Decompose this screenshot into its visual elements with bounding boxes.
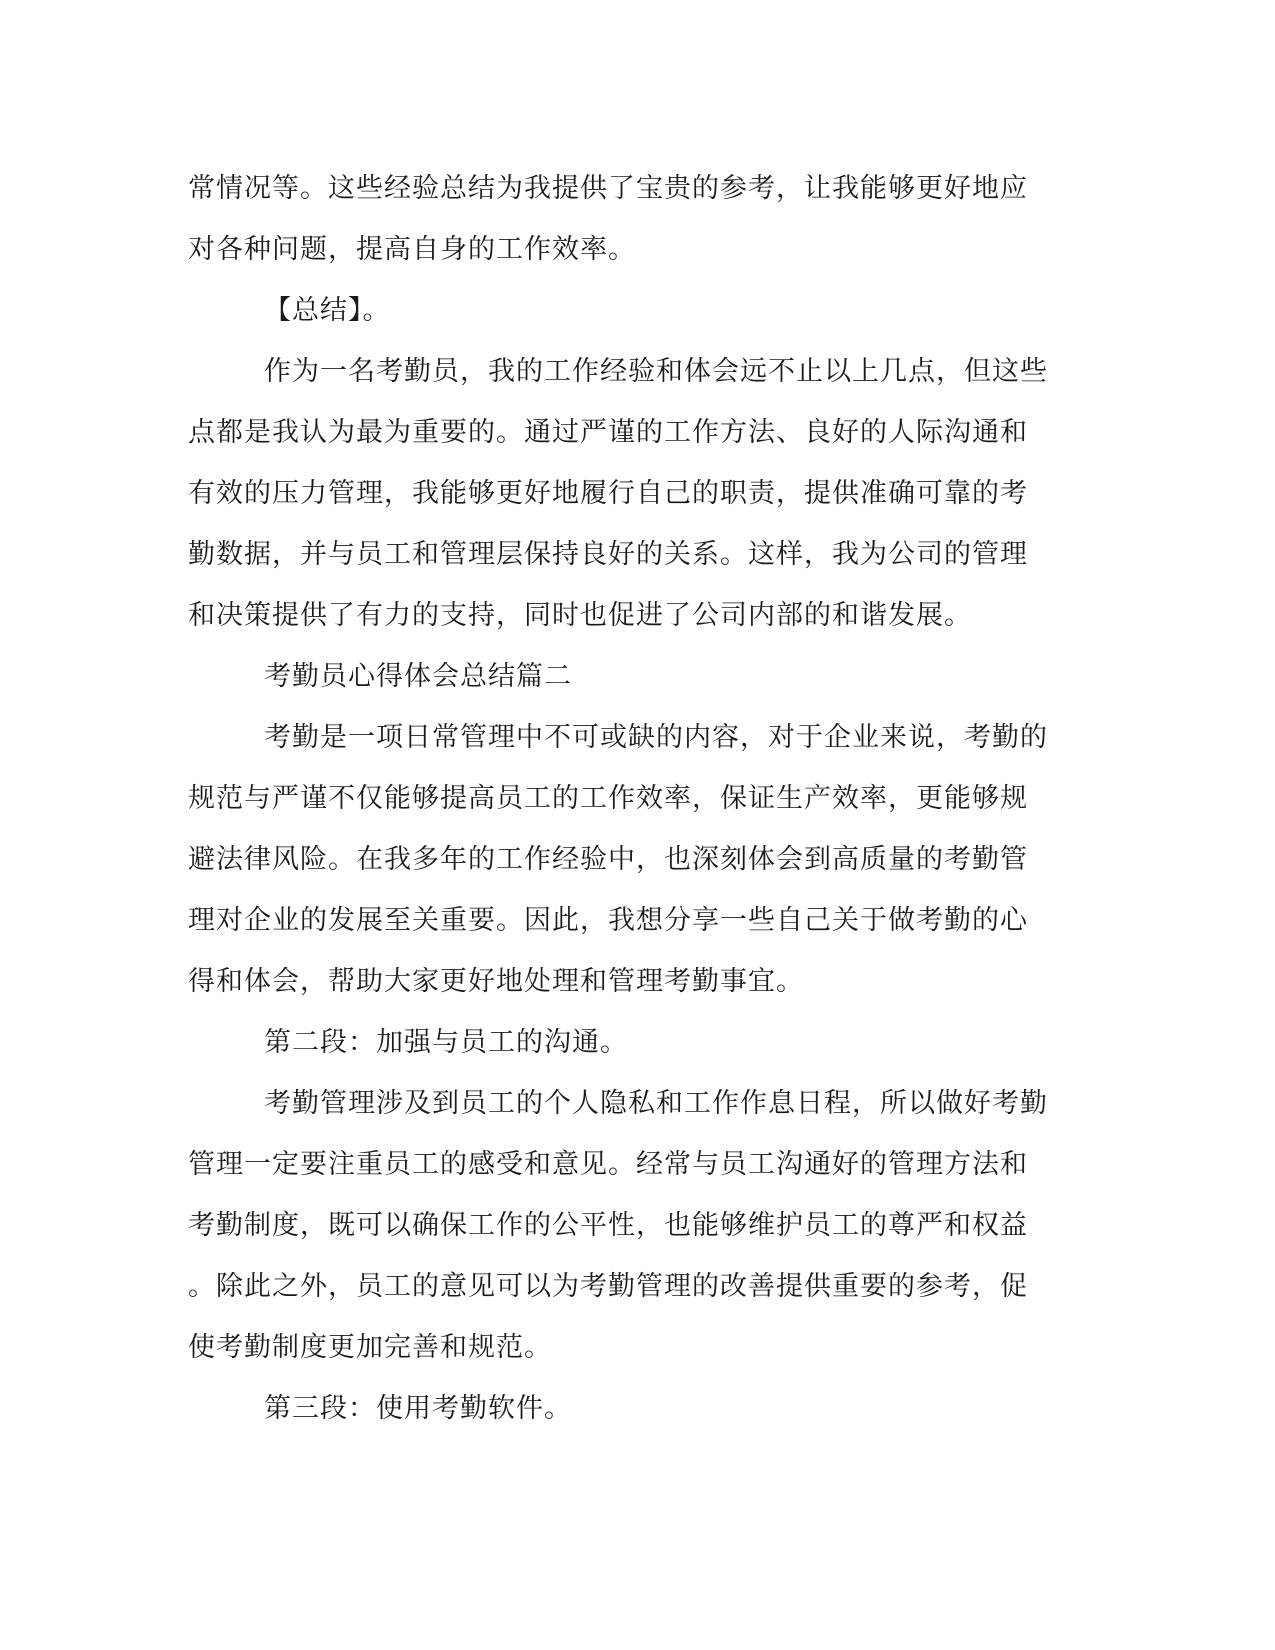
section-heading-summary: 【总结】。 — [264, 295, 391, 326]
text-line-20: 使考勤制度更加完善和规范。 — [188, 1332, 552, 1363]
text-line-19: 。除此之外，员工的意见可以为考勤管理的改善提供重要的参考，促 — [188, 1271, 1028, 1302]
text-line-10: 考勤是一项日常管理中不可或缺的内容，对于企业来说，考勤的 — [264, 722, 1048, 753]
text-line-8: 和决策提供了有力的支持，同时也促进了公司内部的和谐发展。 — [188, 600, 972, 631]
section-heading-third: 第三段：使用考勤软件。 — [264, 1393, 572, 1424]
text-line-18: 考勤制度，既可以确保工作的公平性，也能够维护员工的尊严和权益 — [188, 1210, 1028, 1241]
text-line-14: 得和体会，帮助大家更好地处理和管理考勤事宜。 — [188, 966, 804, 997]
text-line-2: 对各种问题，提高自身的工作效率。 — [188, 234, 636, 265]
document-body — [188, 158, 1078, 1439]
article-title-part-two: 考勤员心得体会总结篇二 — [264, 661, 572, 692]
section-heading-second: 第二段：加强与员工的沟通。 — [264, 1027, 628, 1058]
text-line-12: 避法律风险。在我多年的工作经验中，也深刻体会到高质量的考勤管 — [188, 844, 1028, 875]
text-line-1: 常情况等。这些经验总结为我提供了宝贵的参考，让我能够更好地应 — [188, 173, 1028, 204]
text-line-11: 规范与严谨不仅能够提高员工的工作效率，保证生产效率，更能够规 — [188, 783, 1028, 814]
text-line-5: 点都是我认为最为重要的。通过严谨的工作方法、良好的人际沟通和 — [188, 417, 1028, 448]
text-line-4: 作为一名考勤员，我的工作经验和体会远不止以上几点，但这些 — [264, 356, 1048, 387]
text-line-6: 有效的压力管理，我能够更好地履行自己的职责，提供准确可靠的考 — [188, 478, 1028, 509]
text-line-13: 理对企业的发展至关重要。因此，我想分享一些自己关于做考勤的心 — [188, 905, 1028, 936]
text-line-17: 管理一定要注重员工的感受和意见。经常与员工沟通好的管理方法和 — [188, 1149, 1028, 1180]
text-line-7: 勤数据，并与员工和管理层保持良好的关系。这样，我为公司的管理 — [188, 539, 1028, 570]
text-line-16: 考勤管理涉及到员工的个人隐私和工作作息日程，所以做好考勤 — [264, 1088, 1048, 1119]
